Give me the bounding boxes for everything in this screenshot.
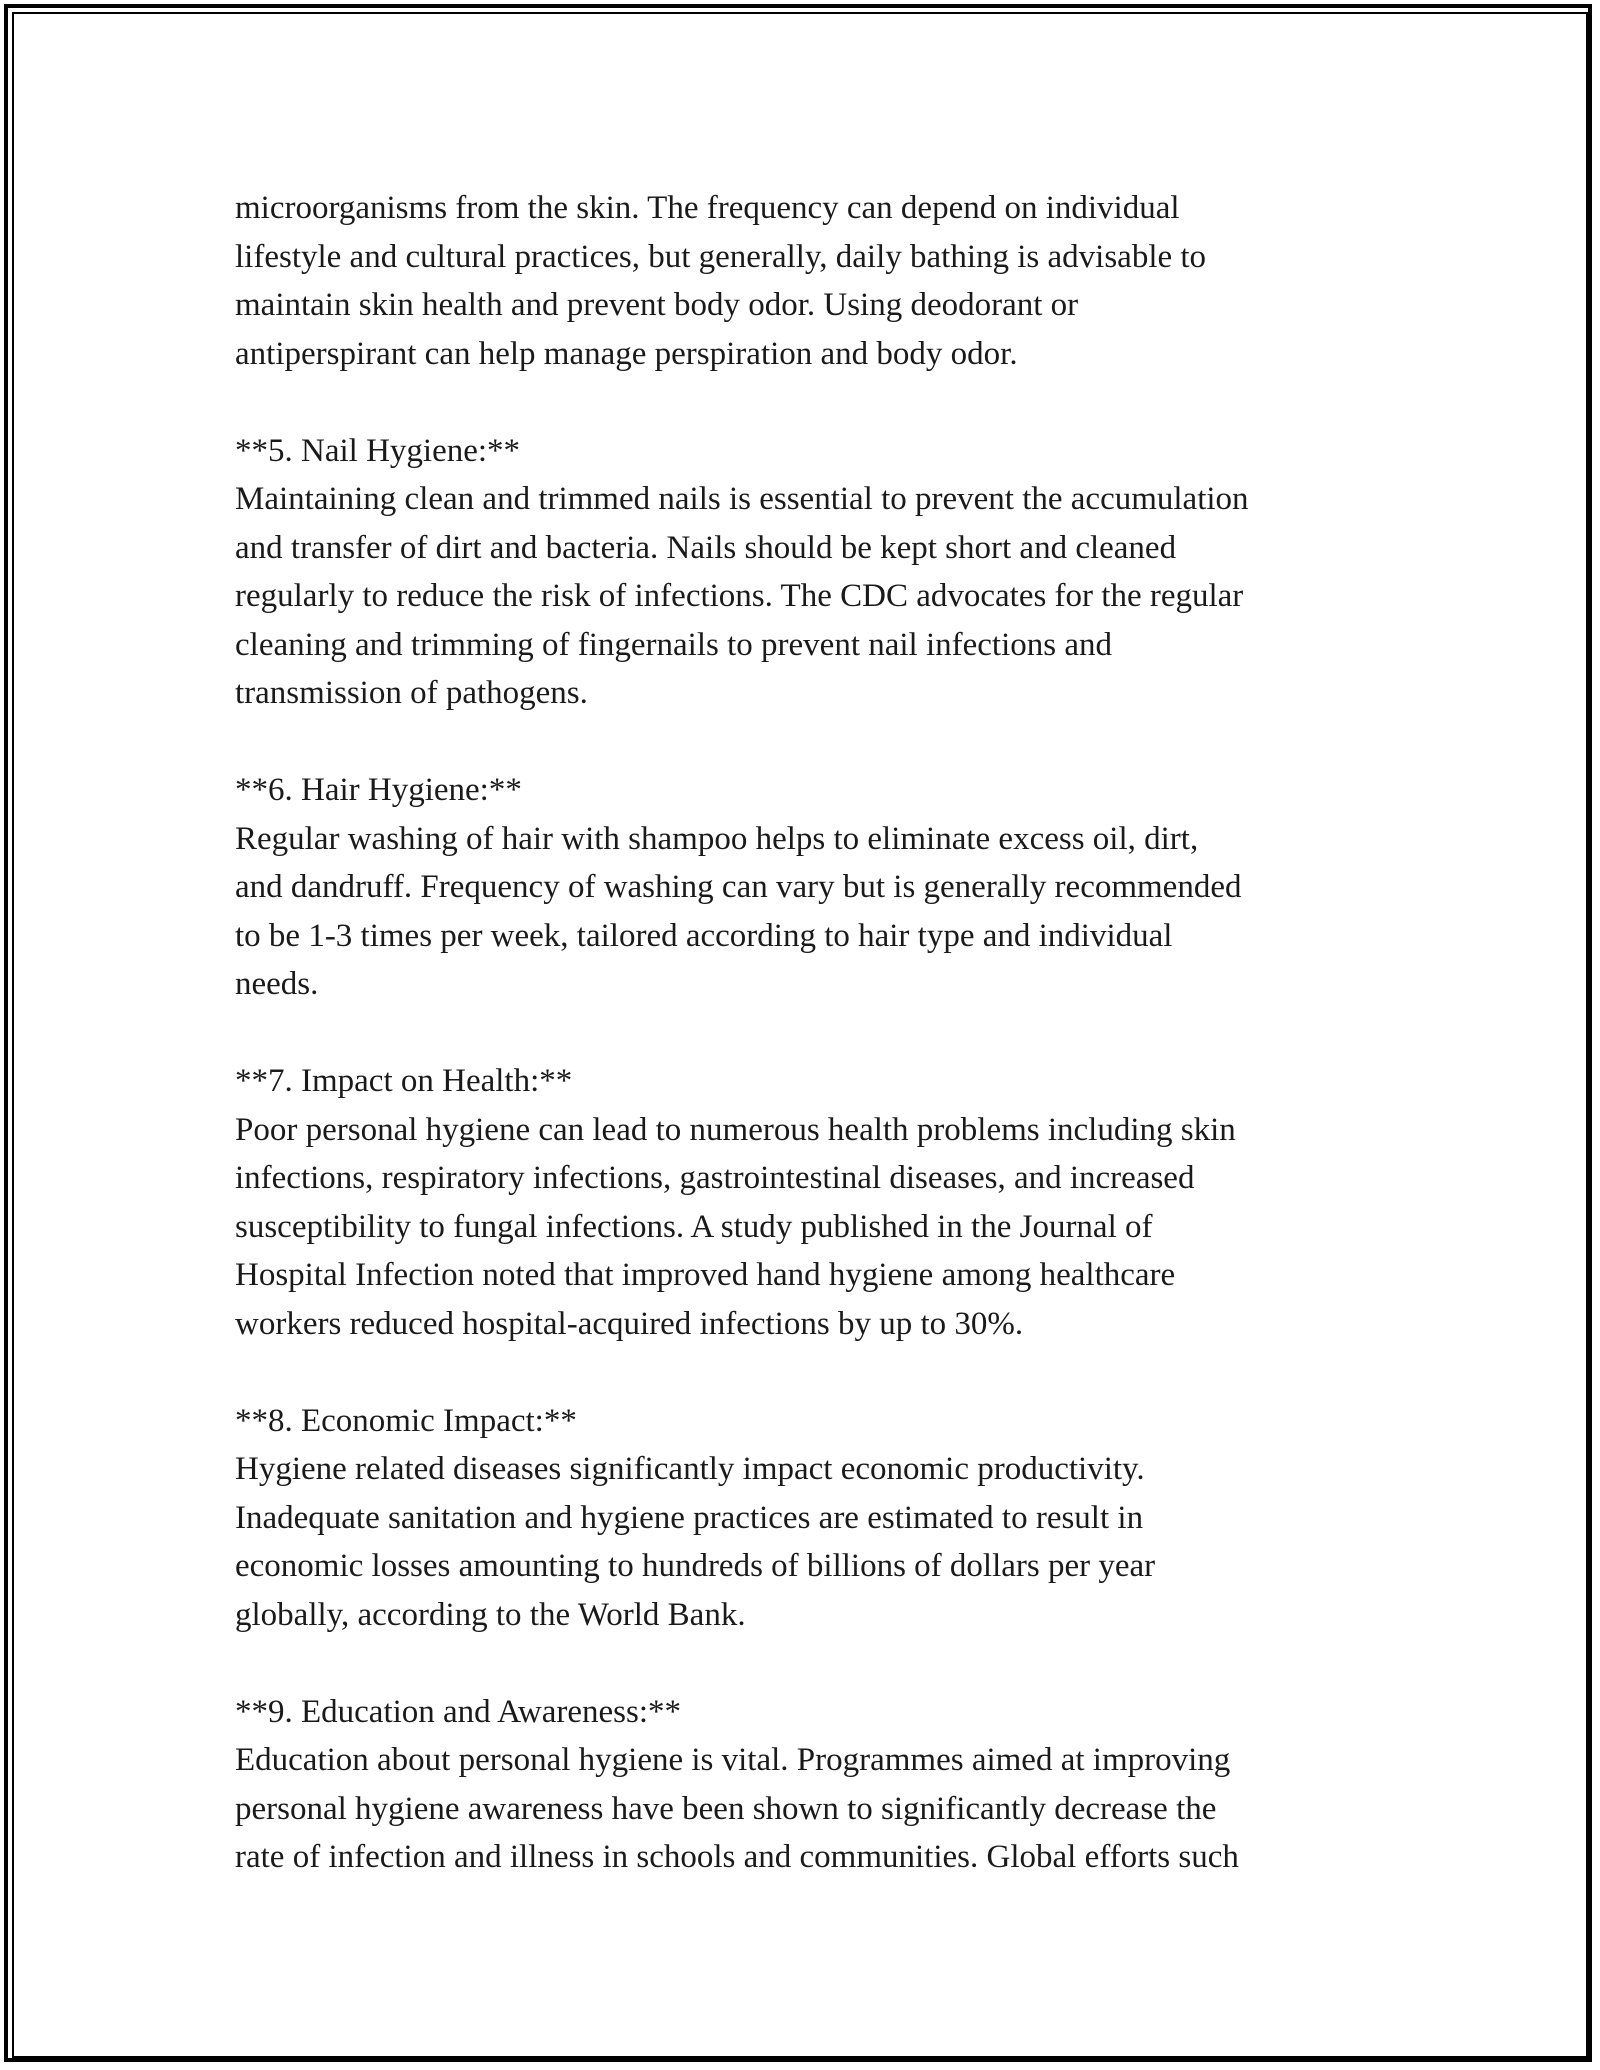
- paragraph-line: and transfer of dirt and bacteria. Nails should be kept short and cleaned: [235, 529, 1177, 566]
- section-economic-impact: [235, 1397, 1415, 1640]
- paragraph-line: needs.: [235, 966, 319, 1002]
- paragraph-line: globally, according to the World Bank.: [235, 1596, 746, 1633]
- document-body: [235, 184, 1415, 1882]
- paragraph-line: cleaning and trimming of fingernails to prevent nail infections and: [235, 626, 1112, 663]
- section-nail-hygiene: [235, 427, 1415, 718]
- paragraph-line: transmission of pathogens.: [235, 675, 588, 711]
- paragraph-line: Hygiene related diseases significantly impact economic productivity.: [235, 1451, 1145, 1487]
- paragraph-line: Poor personal hygiene can lead to numerous health problems including skin: [235, 1111, 1236, 1148]
- paragraph-line: regularly to reduce the risk of infections. The CDC advocates for the regular: [235, 578, 1244, 614]
- paragraph-spacer: [235, 378, 1415, 427]
- paragraph-line: Regular washing of hair with shampoo helps to eliminate excess oil, dirt,: [235, 820, 1199, 857]
- section-education-awareness: [235, 1688, 1415, 1882]
- paragraph-line: microorganisms from the skin. The frequency can depend on individual: [235, 190, 1180, 226]
- paragraph-line: and dandruff. Frequency of washing can vary but is generally recommended: [235, 869, 1242, 905]
- section-heading: **9. Education and Awareness:**: [235, 1693, 682, 1730]
- section-impact-on-health: [235, 1057, 1415, 1348]
- paragraph-line: to be 1-3 times per week, tailored according to hair type and individual: [235, 917, 1173, 954]
- section-heading: **6. Hair Hygiene:**: [235, 772, 522, 808]
- intro-paragraph: [235, 184, 1415, 378]
- paragraph-line: personal hygiene awareness have been shown to significantly decrease the: [235, 1790, 1217, 1827]
- paragraph-line: Inadequate sanitation and hygiene practices are estimated to result in: [235, 1499, 1144, 1536]
- paragraph-line: Education about personal hygiene is vital. Programmes aimed at improving: [235, 1742, 1231, 1778]
- paragraph-spacer: [235, 1348, 1415, 1397]
- paragraph-spacer: [235, 718, 1415, 767]
- paragraph-line: susceptibility to fungal infections. A study published in the Journal of: [235, 1208, 1153, 1245]
- paragraph-line: workers reduced hospital-acquired infections by up to 30%.: [235, 1305, 1024, 1342]
- paragraph-line: rate of infection and illness in schools and communities. Global efforts such: [235, 1839, 1239, 1875]
- paragraph-line: lifestyle and cultural practices, but generally, daily bathing is advisable to: [235, 238, 1207, 275]
- paragraph-line: economic losses amounting to hundreds of billions of dollars per year: [235, 1548, 1156, 1584]
- paragraph-line: antiperspirant can help manage perspiration and body odor.: [235, 335, 1018, 372]
- paragraph-line: Maintaining clean and trimmed nails is essential to prevent the accumulation: [235, 481, 1249, 517]
- section-hair-hygiene: [235, 766, 1415, 1009]
- section-heading: **8. Economic Impact:**: [235, 1402, 577, 1439]
- paragraph-line: infections, respiratory infections, gastrointestinal diseases, and increased: [235, 1160, 1195, 1196]
- paragraph-line: maintain skin health and prevent body odor. Using deodorant or: [235, 287, 1079, 323]
- section-heading: **5. Nail Hygiene:**: [235, 432, 521, 469]
- paragraph-spacer: [235, 1009, 1415, 1058]
- paragraph-line: Hospital Infection noted that improved hand hygiene among healthcare: [235, 1257, 1176, 1293]
- paragraph-spacer: [235, 1639, 1415, 1688]
- section-heading: **7. Impact on Health:**: [235, 1063, 573, 1099]
